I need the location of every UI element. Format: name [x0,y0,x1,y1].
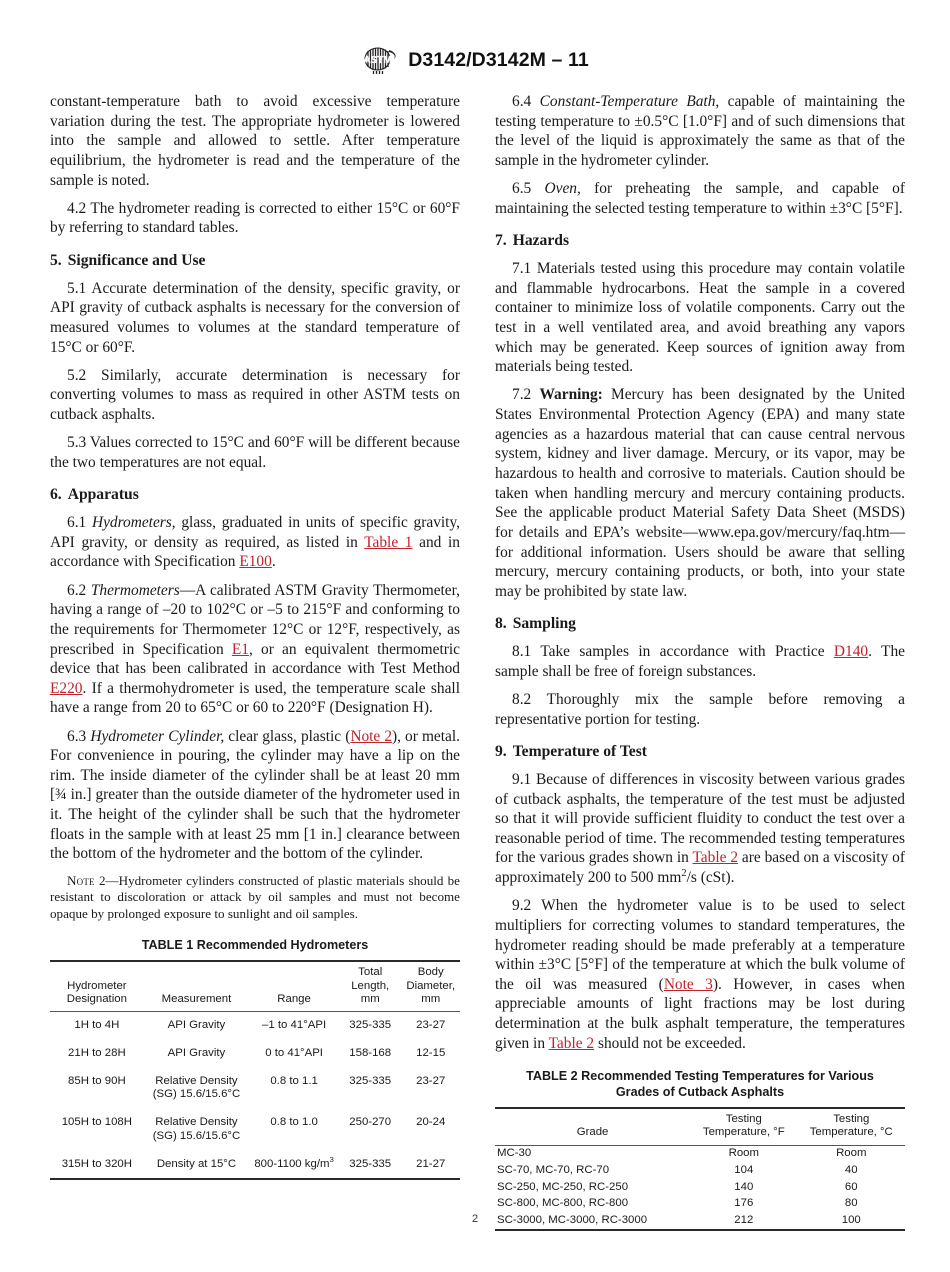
link-note-3[interactable]: Note 3 [663,975,713,993]
table-2-cell-temp-f: 104 [734,1163,754,1176]
table-1-col-measurement-l1: Measurement [161,992,232,1005]
section-6-number: 6. [50,486,62,504]
table-1-cell-length: 325-335 [339,1012,401,1040]
table-1-cell-range: 800-1100 $kg/m^3$ [254,1154,334,1170]
paragraph-6-4-text: capable of maintaining the testing temperature to ±0.5°C [1.0°F] and of such dimensions that the level of the liquid is approximately the same as that of the sample in the hydrometer cylinder. [495,93,905,169]
table-2 [495,1069,905,1231]
paragraph-7-1: 7.1 Materials tested using this procedure may contain volatile and flammable hydrocarbons. Heat the sample in a covered container to minimize loss of volatile components. Carry out the test in a well ventilated area, and avoid breathing any vapors which may be generated. Keep sources of ignition away from materials being tested. [495,260,905,376]
section-7-title: Hazards [512,232,570,250]
table-2-cell-temp-f: Room [690,1145,797,1162]
table-2-bottom-rule [495,1230,905,1231]
table-1-cell-diameter: 12-15 [416,1047,446,1060]
table-2-caption-line-2: Grades of Cutback Asphalts [615,1085,785,1100]
note-2-text: Hydrometer cylinders constructed of plastic materials should be resistant to discoloration or attack by oil samples and must not become opaque by prolonged exposure to sunlight and oil samples. [50,873,460,921]
table-1-col-designation-l2: Designation [66,992,127,1005]
table-1-cell-measurement: Relative Density (SG) 15.6/15.6°C [152,1116,241,1142]
link-table-2-a[interactable]: Table 2 [692,849,739,867]
table-1-col-diameter-l3: mm [421,992,441,1005]
table-2-col-grade [495,1108,690,1145]
paragraph-9-1 [495,770,905,888]
paragraph-6-1-number: 6.1 [67,514,87,532]
table-2-col-temp-c-l1: Testing [833,1112,870,1125]
table-1-col-length-l1: Total [358,966,383,979]
table-1-col-diameter [401,961,460,1012]
table-row [495,1179,905,1196]
link-e100[interactable]: E100 [239,553,272,571]
table-1-cell-designation: 105H to 108H [61,1116,132,1129]
warning-label: Warning: [539,386,603,404]
paragraph-5-2: 5.2 Similarly, accurate determination is necessary for converting volumes to mass as required in other ASTM tests on cutback asphalts. [50,366,460,424]
table-2-col-temp-c-l2: Temperature, °C [809,1126,893,1139]
section-7-number: 7. [495,232,507,250]
paragraph-7-2-text: Mercury has been designated by the United States Environmental Protection Agency (EPA) and many state agencies as a hazardous material that can cause central nervous system, kidney and liver damage. Mercury, or its vapor, may be hazardous to health and corrosive to materials. Caution should be taken when handling mercury and mercury containing products. See the applicable product Material Safety Data Sheet (MSDS) for details and EPA’s website—www.epa.gov/mercury/faq.htm—for additional information. Users should be aware that selling mercury, mercury containing products, or both, into your state may be prohibited by state law. [495,386,905,600]
section-6-title: Apparatus [67,486,139,504]
paragraph-6-2-term: Thermometers [90,581,180,599]
paragraph-5-3: 5.3 Values corrected to 15°C and 60°F will be different because the two temperatures are not equal. [50,434,460,471]
table-2-col-temp-f-l2: Temperature, °F [702,1126,785,1139]
table-1-col-diameter-l1: Body [417,966,444,979]
paragraph-6-5 [495,179,905,218]
paragraph-6-2-text-c: . If a thermohydrometer is used, the temperature scale shall have a range from 20 to 65°C or 60 to 220°F (Designation H). [50,679,460,717]
table-1-col-length-l3: mm [360,992,380,1005]
table-2-header-row [495,1108,905,1145]
section-9-number: 9. [495,743,507,761]
link-e1[interactable]: E1 [231,640,249,658]
table-2-cell-temp-f: 176 [734,1197,754,1210]
note-2-label: Note [67,873,95,889]
paragraph-7-2-number: 7.2 [512,386,532,404]
heading-section-9 [495,743,905,762]
paragraph-6-3-number: 6.3 [67,727,87,745]
table-1-cell-designation: 21H to 28H [68,1047,126,1060]
paragraph-6-2-text-a: —A calibrated ASTM Gravity Thermometer, having a range of –20 to 102°C or –5 to 215°F and conforming to the requirements for Thermometer 12°C or 12°F, respectively, as prescribed in Specification [50,581,460,658]
section-8-number: 8. [495,615,507,633]
table-row [50,1068,460,1109]
table-1-header-row [50,961,460,1012]
table-1-cell-range: 0 to 41°API [265,1047,323,1060]
paragraph-9-1-text-a: 9.1 Because of differences in viscosity between various grades of cutback asphalts, the temperature of the test must be adjusted so that it will provide sufficient fluidity to conduct the test over a reasonable period of time. The recommended testing temperatures for the various grades shown in [495,770,905,867]
paragraph-8-1-text-b: . The sample shall be free of foreign substances. [495,643,905,680]
paragraph-6-4-number: 6.4 [512,93,532,110]
table-2-col-temp-f-l1: Testing [725,1112,762,1125]
table-2-cell-grade: SC-70, MC-70, RC-70 [497,1163,610,1176]
heading-section-6 [50,486,460,505]
paragraph-6-1 [50,513,460,572]
table-row [495,1145,905,1162]
link-d140[interactable]: D140 [833,643,869,661]
table-2-col-grade-l1: Grade [576,1126,609,1139]
table-1-col-designation [50,961,144,1012]
link-e220[interactable]: E220 [50,679,83,697]
table-1-cell-diameter: 23-27 [401,1012,460,1040]
paragraph-6-5-number: 6.5 [512,180,532,198]
table-2-caption-line-1: TABLE 2 Recommended Testing Temperatures for Various [526,1069,874,1084]
table-1-cell-diameter: 21-27 [416,1157,446,1170]
heading-section-7 [495,232,905,251]
paragraph-6-4 [495,92,905,171]
table-row [50,1151,460,1180]
table-1-cell-range: 0.8 to 1.0 [270,1116,318,1129]
table-2-cell-temp-c: Room [798,1145,905,1162]
table-2-cell-grade: SC-250, MC-250, RC-250 [497,1180,629,1193]
table-1-grid [50,960,460,1180]
viscosity-exponent: 2 [681,867,687,879]
table-row [50,1012,460,1040]
table-1-cell-range: –1 to 41°API [249,1012,339,1040]
table-1 [50,938,460,1180]
note-2-number: 2— [94,873,119,889]
paragraph-9-2-text-b: ). However, in cases when appreciable amounts of light fractions may be lost during determination at the bulk asphalt temperature, the temperatures given in [495,975,905,1052]
table-1-bottom-rule [50,1179,460,1180]
svg-text:ASTM: ASTM [363,55,392,66]
table-1-cell-designation: 315H to 320H [61,1157,132,1170]
heading-section-8 [495,615,905,634]
table-row [50,1109,460,1150]
paragraph-6-5-text: for preheating the sample, and capable of maintaining the selected testing temperature to within ±3°C [5°F]. [495,180,905,217]
paragraph-6-1-text-b: and in accordance with Specification [50,533,460,571]
page-number: 2 [471,1213,479,1225]
table-2-cell-temp-f: 212 [734,1214,754,1226]
document-number: D3142/D3142M – 11 [408,48,589,71]
right-column [495,92,905,1231]
table-1-cell-diameter: 20-24 [416,1116,446,1129]
paragraph-4-2: 4.2 The hydrometer reading is corrected to either 15°C or 60°F by referring to standard tables. [50,199,460,237]
table-row [50,1040,460,1068]
paragraph-6-3-text-b: ), or metal. For convenience in pouring, the cylinder may have a lip on the rim. The inside diameter of the cylinder shall be at least 20 mm [¾ in.] greater than the outside diameter of the hydrometer used in it. The height of the cylinder shall be such that the hydrometer floats in the sample with at least 25 mm [1 in.] clearance between the bottom of the hydrometer and the bottom of the cylinder. [50,727,460,863]
section-9-title: Temperature of Test [512,743,647,761]
table-2-cell-temp-c: 100 [841,1214,861,1226]
paragraph-9-2-text-c: should not be exceeded. [594,1034,746,1052]
paragraph-6-5-term: Oven, [544,180,581,198]
table-2-caption [495,1069,905,1100]
paragraph-5-1: 5.1 Accurate determination of the density, specific gravity, or API gravity of cutback asphalts is necessary for the conversion of measured volumes to volumes at the standard temperature of 15°C or 60°F. [50,279,460,356]
paragraph-9-2 [495,896,905,1053]
table-row [495,1196,905,1213]
table-2-cell-temp-f: 140 [734,1180,754,1193]
paragraph-7-2 [495,385,905,601]
table-1-col-diameter-l2: Diameter, [406,979,456,992]
table-1-cell-length: 325-335 [349,1157,392,1170]
document-body [50,92,905,1231]
astm-logo-icon [361,45,399,75]
section-5-title: Significance and Use [67,251,206,269]
table-2-col-temp-c [798,1108,905,1145]
table-1-col-range-l1: Range [277,992,311,1005]
table-1-caption: TABLE 1 Recommended Hydrometers [141,938,369,953]
table-2-cell-temp-c: 40 [844,1163,858,1176]
paragraph-8-1 [495,642,905,681]
table-1-cell-length: 250-270 [349,1116,392,1129]
paragraph-6-3 [50,727,460,864]
paragraph-6-1-text-c: . [271,553,276,571]
link-note-2[interactable]: Note 2 [350,727,393,745]
note-2 [50,873,460,922]
table-1-cell-designation: 85H to 90H [68,1074,126,1087]
document-header [0,40,950,80]
paragraph-6-1-text-a: glass, graduated in units of specific gravity, API gravity, or density as required, as listed in [50,514,460,551]
table-1-cell-length: 158-168 [349,1047,392,1060]
table-1-col-length-l2: Length, [351,979,390,992]
table-1-col-measurement [144,961,249,1012]
table-1-cell-measurement: API Gravity [144,1012,249,1040]
paragraph-6-1-term: Hydrometers, [91,514,176,532]
link-table-2-b[interactable]: Table 2 [548,1034,595,1052]
link-table-1[interactable]: Table 1 [364,533,413,551]
heading-section-5 [50,252,460,271]
table-2-col-temp-f [690,1108,797,1145]
paragraph-8-1-text-a: 8.1 Take samples in accordance with Practice [512,643,834,661]
paragraph-4-1-continued: constant-temperature bath to avoid excessive temperature variation during the test. The appropriate hydrometer is lowered into the sample and allowed to settle. After temperature equilibrium, the hydrometer is read and the temperature of the sample is noted. [50,93,460,189]
paragraph-6-2-text-b: , or an equivalent thermometric device that has been calibrated in accordance with Test Method [50,640,460,678]
paragraph-9-1-text-c: /s (cSt). [686,869,735,887]
paragraph-8-2: 8.2 Thoroughly mix the sample before removing a representative portion for testing. [495,690,905,728]
table-1-cell-measurement: Relative Density (SG) 15.6/15.6°C [152,1074,241,1101]
table-1-cell-designation: 1H to 4H [50,1012,144,1040]
paragraph-6-4-term: Constant-Temperature Bath, [539,93,720,110]
paragraph-6-3-term: Hydrometer Cylinder, [90,727,225,745]
table-1-cell-diameter: 23-27 [416,1074,446,1087]
section-8-title: Sampling [512,615,576,633]
table-1-col-length [339,961,401,1012]
table-1-cell-measurement: Density at 15°C [156,1157,237,1170]
table-1-col-range [249,961,339,1012]
left-column [50,92,460,1231]
paragraph-6-3-text-a: clear glass, plastic ( [224,727,351,745]
table-1-col-designation-l1: Hydrometer [67,979,127,992]
paragraph-6-2-number: 6.2 [67,581,87,599]
table-2-cell-grade: SC-3000, MC-3000, RC-3000 [497,1214,648,1226]
table-row [495,1162,905,1179]
table-1-cell-length: 325-335 [349,1074,392,1087]
paragraph-9-2-text-a: 9.2 When the hydrometer value is to be used to select multipliers for correcting volumes to standard temperatures, the hydrometer reading should be made preferably at a temperature within ±3°C [5°F] of the temperature at which the bulk volume of the oil was measured ( [495,897,905,993]
paragraph-9-1-text-b: are based on a viscosity of approximately 200 to 500 mm [495,849,905,887]
table-2-cell-temp-c: 80 [844,1197,858,1210]
table-2-cell-temp-c: 60 [844,1180,858,1193]
table-1-cell-range: 0.8 to 1.1 [270,1074,318,1087]
section-5-number: 5. [50,251,62,269]
table-2-cell-grade: SC-800, MC-800, RC-800 [497,1197,629,1210]
table-2-cell-grade: MC-30 [495,1145,690,1162]
paragraph-6-2 [50,581,460,718]
table-1-cell-measurement: API Gravity [167,1047,226,1060]
